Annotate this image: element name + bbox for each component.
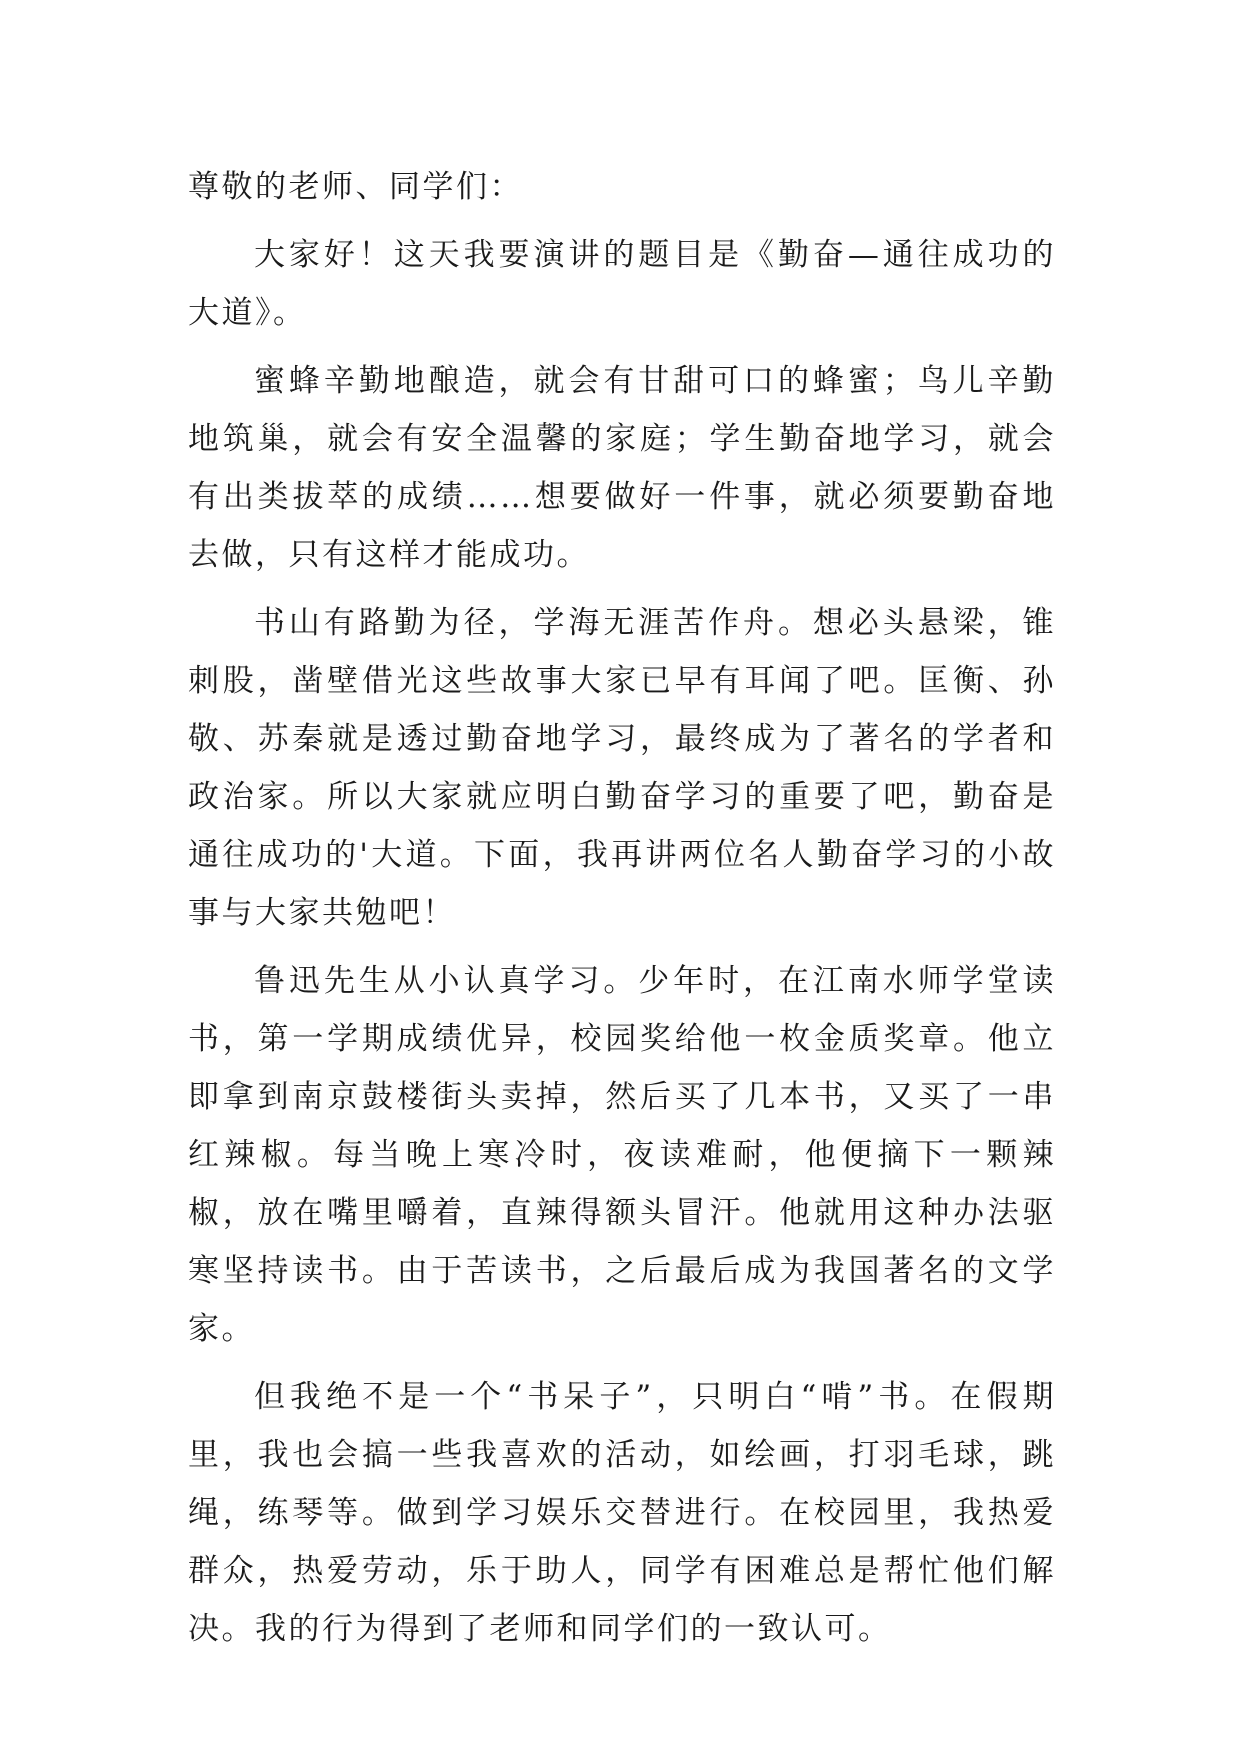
speech-body [188,158,1056,1668]
paragraph-personal: 但我绝不是一个“书呆子”，只明白“啃”书。在假期里，我也会搞一些我喜欢的活动，如绘画，打羽毛球，跳绳，练琴等。做到学习娱乐交替进行。在校园里，我热爱群众，热爱劳动，乐于助人，同学有困难总是帮忙他们解决。我的行为得到了老师和同学们的一致认可。 [188,1379,1056,1647]
paragraph-ancient-examples: 书山有路勤为径，学海无涯苦作舟。想必头悬梁，锥刺股，凿壁借光这些故事大家已早有耳闻了吧。匡衡、孙敬、苏秦就是透过勤奋地学习，最终成为了著名的学者和政治家。所以大家就应明白勤奋学习的重要了吧，勤奋是通往成功的'大道。下面，我再讲两位名人勤奋学习的小故事与大家共勉吧！ [188,605,1056,931]
paragraph-lu-xun: 鲁迅先生从小认真学习。少年时，在江南水师学堂读书，第一学期成绩优异，校园奖给他一枚金质奖章。他立即拿到南京鼓楼街头卖掉，然后买了几本书，又买了一串红辣椒。每当晚上寒冷时，夜读难耐，他便摘下一颗辣椒，放在嘴里嚼着，直辣得额头冒汗。他就用这种办法驱寒坚持读书。由于苦读书，之后最后成为我国著名的文学家。 [188,963,1056,1347]
paragraph-bees-birds: 蜜蜂辛勤地酿造，就会有甘甜可口的蜂蜜；鸟儿辛勤地筑巢，就会有安全温馨的家庭；学生勤奋地学习，就会有出类拔萃的成绩……想要做好一件事，就必须要勤奋地去做，只有这样才能成功。 [188,363,1056,573]
salutation: 尊敬的老师、同学们： [188,169,523,205]
paragraph-intro: 大家好！这天我要演讲的题目是《勤奋—通往成功的大道》。 [188,237,1056,331]
